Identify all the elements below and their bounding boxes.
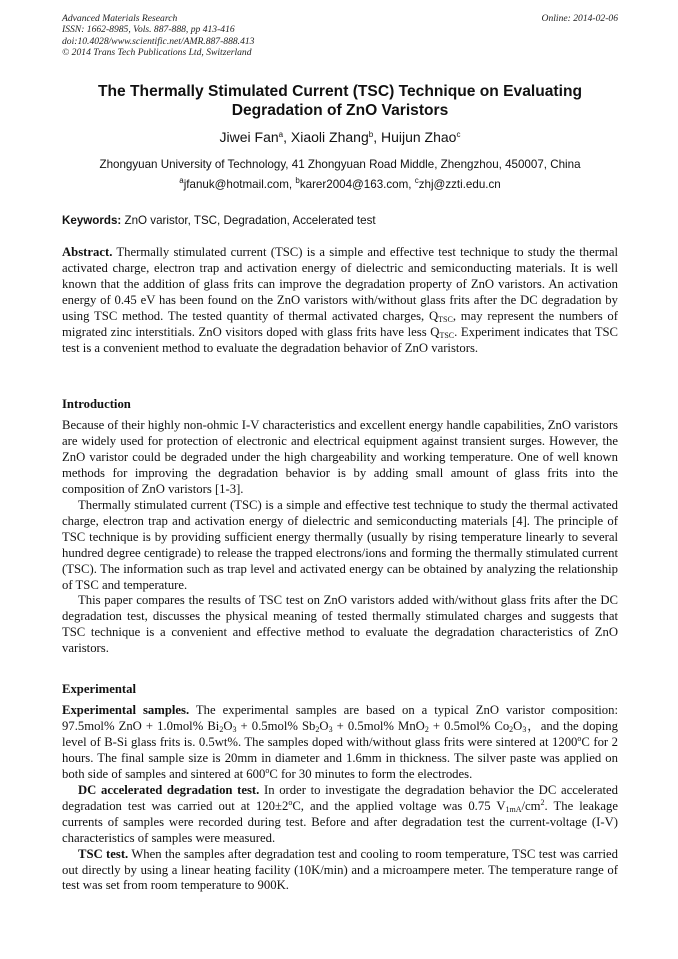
author-list: [62, 128, 618, 146]
abstract-text: . Experiment indicates that TSC test is a convenient method to evaluate the degradation behavior of ZnO varistors.: [62, 324, 618, 355]
author-name: Huijun Zhao: [380, 129, 457, 145]
subscript: 3: [522, 724, 527, 734]
subscript: 1mA: [505, 804, 522, 814]
author-separator: ,: [373, 129, 381, 145]
tsc-paragraph: [62, 847, 618, 895]
tsc-text: When the samples after degradation test and cooling to room temperature, TSC test was carried out directly by using a linear heating facility (10K/min) and a microampere meter. The temperature range of test was set from room temperature to 900K.: [62, 846, 618, 893]
samples-text: + 0.5mol% MnO: [332, 718, 425, 733]
introduction-body: [62, 418, 618, 657]
paper-title: [62, 82, 618, 120]
email-separator: ,: [288, 178, 296, 191]
abstract-label: Abstract.: [62, 245, 113, 259]
dc-text: /cm: [521, 798, 541, 813]
author-name: Xiaoli Zhang: [290, 129, 369, 145]
author-name: Jiwei Fan: [219, 129, 279, 145]
samples-text: + 0.5mol% Sb: [236, 718, 316, 733]
abstract-text: , may represent the numbers of migrated zinc interstitials. ZnO visitors doped with glass frits have less Q: [62, 308, 619, 339]
subscript: 2: [219, 724, 224, 734]
degree-mark: o: [577, 733, 582, 743]
journal-doi: doi:10.4028/www.scientific.net/AMR.887-888.413: [62, 35, 255, 47]
journal-name: Advanced Materials Research: [62, 13, 178, 24]
title-line-1: The Thermally Stimulated Current (TSC) Technique on Evaluating: [97, 83, 583, 100]
tsc-label: TSC test.: [78, 846, 129, 861]
keywords-label: Keywords:: [62, 214, 122, 227]
degree-mark: o: [288, 797, 293, 807]
samples-label: Experimental samples.: [62, 703, 190, 717]
dc-text: C, and the applied voltage was 0.75 V: [292, 798, 506, 813]
experimental-body: [62, 703, 618, 894]
introduction-heading: Introduction: [62, 397, 131, 411]
email-link[interactable]: karer2004@163.com: [299, 178, 409, 191]
experimental-heading: Experimental: [62, 682, 137, 696]
abstract-text: Thermally stimulated current (TSC) is a simple and effective test technique to study the thermal activated charge, electron trap and activation energy of dielectric and semiconducting materials. It is well known that the addition of glass frits can improve the degradation property of ZnO varistors. An activation energy of 0.45 eV has been found on the ZnO varistors with/without glass frits after the DC degradation by using TSC method. The tested quantity of thermal activated charges, Q: [62, 245, 618, 323]
author-affil-mark: a: [278, 130, 284, 139]
samples-text: C for 30 minutes to form the electrodes.: [269, 766, 473, 781]
email-mark: b: [295, 176, 300, 185]
abstract-subscript: TSC: [439, 330, 455, 340]
samples-text: C for 2 hours. The final sample size is 20mm in diameter and 1.6mm in thickness. The silver paste was applied on both side of samples and sintered at 600: [62, 734, 618, 781]
subscript: 3: [232, 724, 237, 734]
journal-copyright: © 2014 Trans Tech Publications Ltd, Switzerland: [62, 47, 252, 59]
email-link[interactable]: jfanuk@hotmail.com: [183, 178, 289, 191]
intro-paragraph-1: Because of their highly non-ohmic I-V characteristics and excellent energy handle capabilities, ZnO varistors are widely used for protection of electronic and electrical equipment against transient surges. However, the ZnO varistor could be degraded under the high chargeability and working temperature. One of well known methods for improving the degradation behavior is by adding small amount of glass frits into the composition of ZnO varistors [1-3].: [62, 418, 618, 496]
online-date: Online: 2014-02-06: [541, 13, 618, 24]
dc-paragraph: [62, 783, 618, 847]
superscript: 2: [540, 797, 545, 807]
intro-paragraph-2: Thermally stimulated current (TSC) is a simple and effective test technique to study the thermal activated charge, electron trap and activation energy of dielectric and semiconducting materials [4]. The principle of TSC technique is by providing sufficient energy thermally (usually by rising temperature linearly to several hundred degree centigrade) to release the trapped electrons/ions and forming the thermally stimulated current (TSC). The information such as trap level and activated energy can be obtained by analyzing the relationship of TSC and temperature.: [62, 497, 618, 592]
journal-header: [62, 13, 618, 59]
subscript: 3: [328, 724, 333, 734]
email-mark: a: [179, 176, 184, 185]
title-line-2: Degradation of ZnO Varistors: [231, 102, 449, 119]
subscript: 2: [315, 724, 320, 734]
dc-label: DC accelerated degradation test.: [78, 782, 260, 797]
journal-issn: ISSN: 1662-8985, Vols. 887-888, pp 413-416: [62, 24, 235, 36]
subscript: 2: [509, 724, 514, 734]
affiliation: Zhongyuan University of Technology, 41 Zhongyuan Road Middle, Zhengzhou, 450007, China: [99, 158, 581, 171]
subscript: 2: [424, 724, 429, 734]
keywords-text: ZnO varistor, TSC, Degradation, Accelerated test: [121, 214, 376, 227]
intro-paragraph-3: This paper compares the results of TSC test on ZnO varistors added with/without glass frits after the DC degradation test, discusses the physical meaning of tested thermally stimulated charges and suggests that TSC technique is a convenient and effective method to evaluate the degradation characteristics of ZnO varistors.: [62, 593, 618, 656]
email-separator: ,: [408, 178, 415, 191]
samples-text: O: [513, 718, 523, 733]
samples-text: O: [223, 718, 233, 733]
email-link[interactable]: zhj@zzti.edu.cn: [418, 178, 501, 191]
keywords: [62, 213, 618, 228]
email-list: [62, 177, 618, 192]
samples-text: O: [319, 718, 329, 733]
author-affil-mark: c: [456, 130, 461, 139]
samples-text: The experimental samples are based on a typical ZnO varistor composition: 97.5mol% ZnO + 1.0mol% Bi: [62, 703, 618, 733]
degree-mark: o: [265, 765, 270, 775]
dc-text: In order to investigate the degradation behavior the DC accelerated degradation test was carried out at 120±2: [62, 782, 618, 813]
samples-paragraph: [62, 703, 618, 783]
author-separator: ,: [283, 129, 291, 145]
email-mark: c: [414, 176, 419, 185]
abstract: [62, 245, 618, 357]
abstract-subscript: TSC: [438, 314, 453, 324]
samples-text: + 0.5mol% Co: [428, 718, 510, 733]
samples-text: ，and the doping level of B-Si glass frits is. 0.5wt%. The samples doped with/without glass frits were sintered at 1200: [62, 718, 618, 749]
dc-text: . The leakage currents of samples were recorded during test. Before and after degradation test the current-voltage (I-V) characteristics of samples were measured.: [62, 798, 618, 845]
author-affil-mark: b: [368, 130, 374, 139]
